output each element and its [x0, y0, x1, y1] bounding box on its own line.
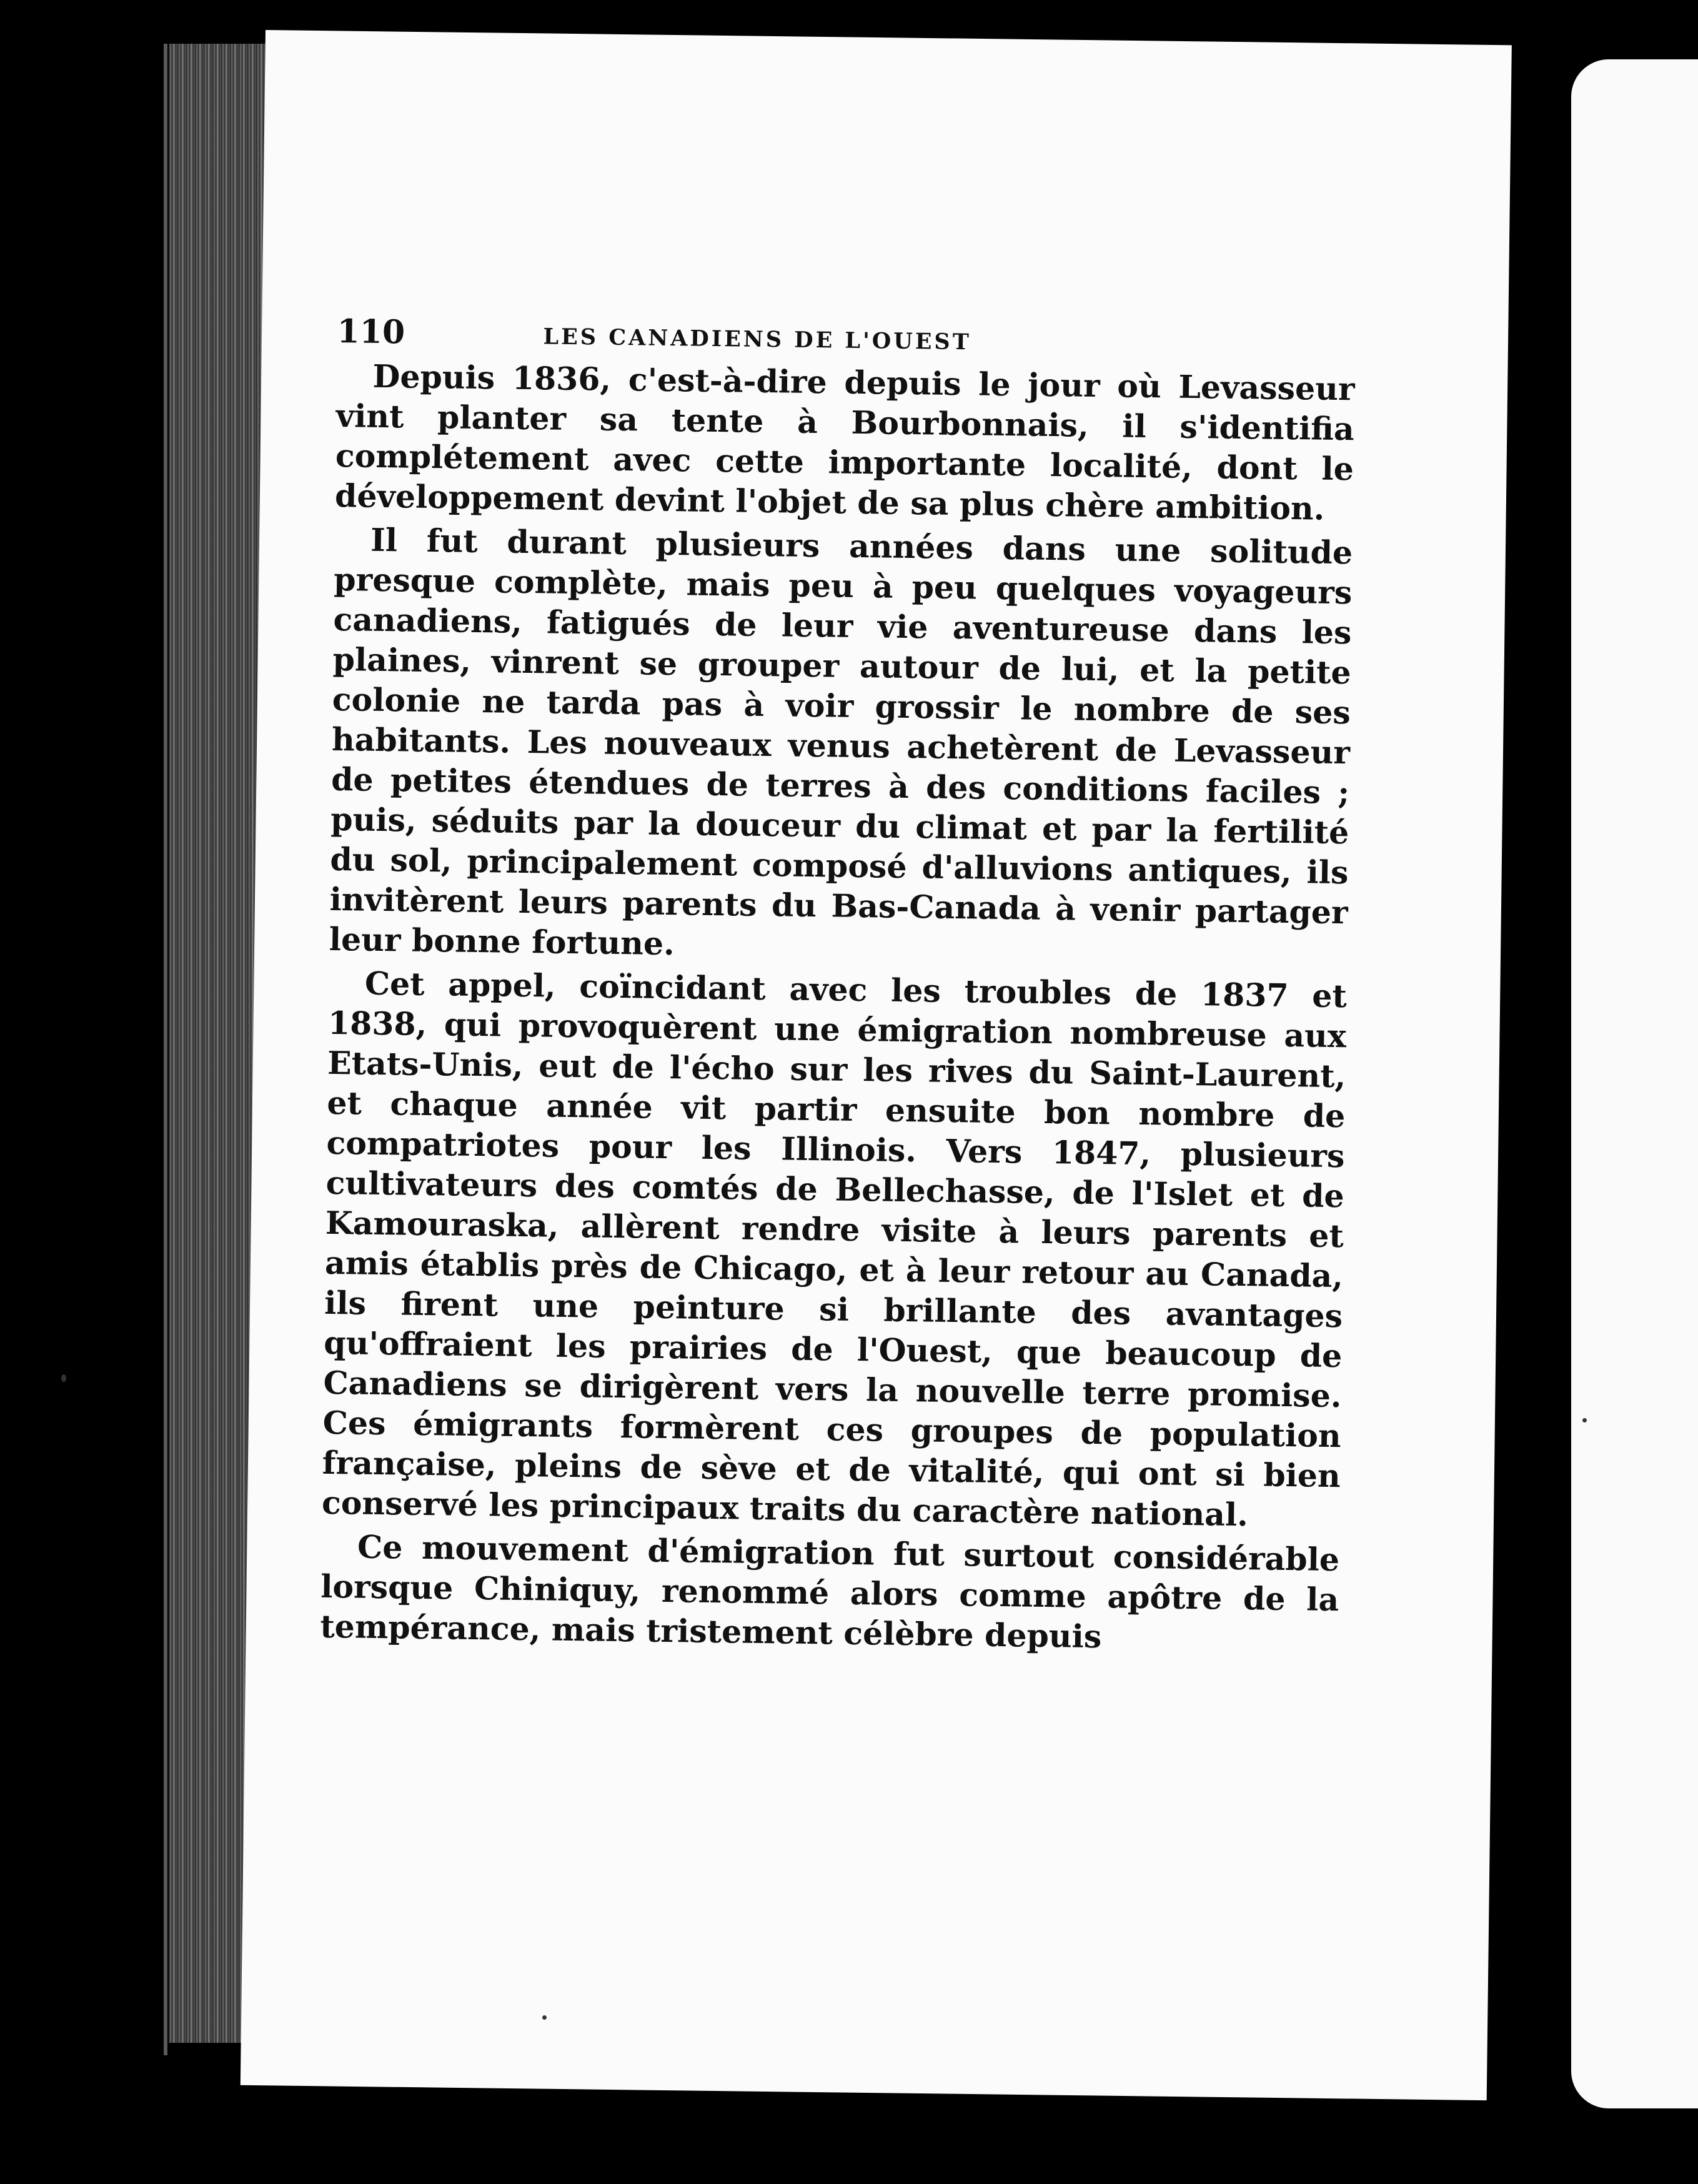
paragraph-4: Ce mouvement d'émigration fut surtout considérable lorsque Chiniquy, renommé alors comme apôtre de la tempérance, mais tristement célèbre depuis [320, 1528, 1340, 1655]
speck-mark [61, 1374, 66, 1382]
book-edge-line [164, 44, 167, 2055]
paragraph-2: Il fut durant plusieurs années dans une solitude presque complète, mais peu à peu quelques voyageurs canadiens, fatigués de leur vie aventureuse dans les plaines, vinrent se grouper autour de lui, et la petite colonie ne tarda pas à voir grossir le nombre de ses habitants. Les nouveaux venus achetèrent de Levasseur de petites étendues de terres à des conditions faciles ; puis, séduits par la douceur du climat et par la fertilité du sol, principalement composé d'alluvions antiques, ils invitèrent leurs parents du Bas-Canada à venir partager leur bonne fortune. [329, 521, 1353, 963]
speck-mark [1582, 1418, 1587, 1422]
speck-mark [542, 2015, 547, 2020]
running-title: LES CANADIENS DE L'OUEST [543, 324, 972, 355]
page-text-block [320, 312, 1356, 1660]
adjacent-page [1571, 59, 1698, 2108]
page-number: 110 [337, 312, 405, 352]
paragraph-3: Cet appel, coïncidant avec les troubles de 1837 et 1838, qui provoquèrent une émigration nombreuse aux Etats-Unis, eut de l'écho sur les rives du Saint-Laurent, et chaque année vit partir ensuite bon nombre de compatriotes pour les Illinois. Vers 1847, plusieurs cultivateurs des comtés de Bellechasse, de l'Islet et de Kamouraska, allèrent rendre visite à leurs parents et amis établis près de Chicago, et à leur retour au Canada, ils firent une peinture si brillante des avantages qu'offraient les prairies de l'Ouest, que beaucoup de Canadiens se dirigèrent vers la nouvelle terre promise. Ces émigrants formèrent ces groupes de population française, pleins de sève et de vitalité, qui ont si bien conservé les principaux traits du caractère national. [321, 965, 1348, 1534]
paragraph-1: Depuis 1836, c'est-à-dire depuis le jour où Levasseur vint planter sa tente à Bourbonnais, il s'identifia complétement avec cette importante localité, dont le développement devint l'objet de sa plus chère ambition. [334, 357, 1355, 527]
